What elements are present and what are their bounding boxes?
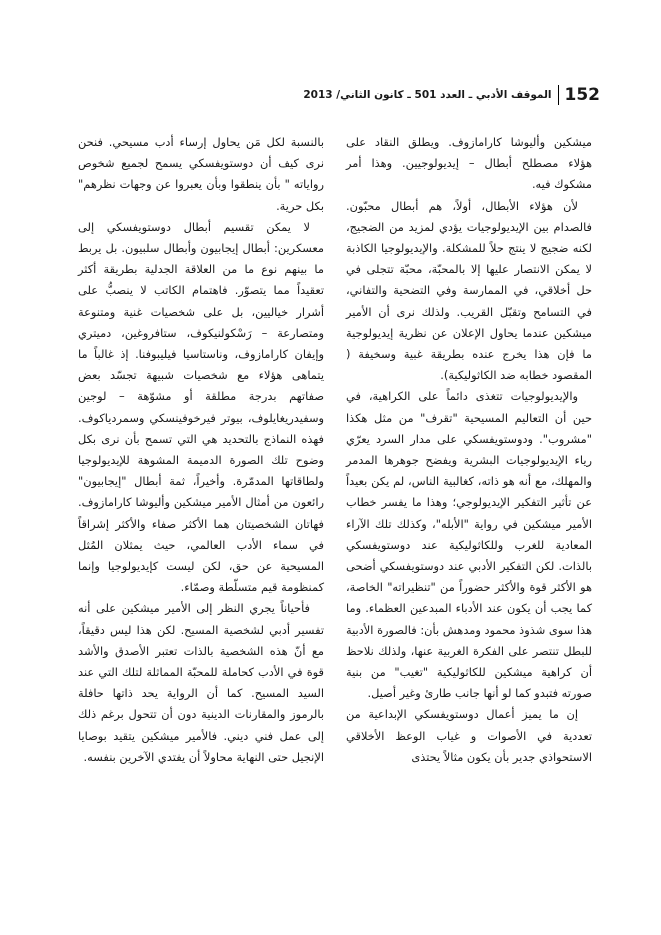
- paragraph: لأن هؤلاء الأبطال، أولاً، هم أبطال محبّون. فالصدام بين الإيديولوجيات يؤدي لمزيد من الضجيج، لكنه ضجيج لا ينتج حلاً للمشكلة. والإيديولوجيا الكاذبة لا يمكن الانتصار عليها إلا بالمحبّة، محبّة تتجلى في حل أخلاقي، في الممارسة وفي التضحية والتفاني، في التسامح وتقبّل القريب. ولذلك نرى أن الأمير ميشكين عندما يحاول الإعلان عن نظرية إيديولوجية ما فإن هذا يخرج عنده بطريقة غبية وسخيفة ( المقصود خطابه ضد الكاثوليكية).: [346, 198, 592, 383]
- journal-info: الموقف الأدبي ـ العدد 501 ـ كانون الثاني/ 2013: [303, 89, 552, 101]
- column-left: [78, 132, 324, 768]
- column-right: [346, 132, 592, 768]
- paragraph: فأحياناً يجري النظر إلى الأمير ميشكين على أنه تفسير أدبي لشخصية المسيح. لكن هذا ليس دقيقاً، مع أنّ هذه الشخصية بالذات تعتبر الأصدق والأشد قوة في الأدب كحاملة للمحبّة المماثلة لتلك التي عند السيد المسيح. كما أن الرواية يحد ذاتها حافلة بالرموز والمقارنات الدينية دون أن تتحول برغم ذلك إلى عمل فني ديني. فالأمير ميشكين يتقيد بوصايا الإنجيل حتى النهاية محاولاً أن يفتدي الآخرين بنفسه.: [78, 601, 324, 764]
- paragraph: بالنسبة لكل مَن يحاول إرساء أدب مسيحي. فنحن نرى كيف أن دوستويفسكي يسمح لجميع شخوص رواياته " بأن ينطقوا وبأن يعبروا عن وجهات نظرهم" بكل حرية.: [78, 135, 324, 213]
- paragraph: والإيديولوجيات تتغذى دائماً على الكراهية، في حين أن التعاليم المسيحية "تقرف" من مثل هكذا "مشروب". ودوستويفسكي على مدار السرد يعرّي رياء الإيديولوجيات البشرية ويفضح جوهرها المدمر والمهلك، مع أنه هو ذاته، كغالبية الناس، لم يكن بعيداً عن تأثير التفكير الإيديولوجي؛ وهذا ما يفسر خطاب الأمير ميشكين في رواية "الأبله"، وكذلك تلك الآراء المعادية للغرب وللكاثوليكية عند دوستويفسكي بالذات. لكن التفكير الأدبي عند دوستويفسكي أضحى هو الأكثر قوة والأكثر حضوراً من "تنظيراته" الخاصة، كما يجب أن يكون عند الأدباء المبدعين العظماء. وما هذا سوى شذوذ محمود ومدهش بأن: فالصورة الأدبية للبطل تنتصر على الفكرة الغربية عنها، ولذلك نلاحظ أن كراهية ميشكين للكاثوليكية "تغيب" من بنية صورته فتبدو كما لو أنها جانب طارئ وغير أصيل.: [346, 389, 592, 701]
- paragraph: إن ما يميز أعمال دوستويفسكي الإبداعية من تعددية في الأصوات و غياب الوعظ الأخلاقي الاستحواذي جدير بأن يكون مثالاً يحتذى: [346, 707, 592, 764]
- paragraph: ميشكين وأليوشا كارامازوف. ويطلق النقاد على هؤلاء مصطلح أبطال – إيديولوجيين. وهذا أمر مشكوك فيه.: [346, 135, 592, 192]
- page-number: 152: [558, 85, 601, 105]
- paragraph: لا يمكن تقسيم أبطال دوستويفسكي إلى معسكرين: أبطال إيجابيون وأبطال سلبيون. بل يربط ما بينهم نوع ما من العلاقة الجدلية بطريقة أكثر تعقيداً مما يتصوّر. فاهتمام الكاتب لا ينصبُّ على أشرار خياليين، بل على شخصيات غنية ومتنوعة ومتصارعة – رَسْكولنيكوف، ستافروغين، دميتري وإيفان كارامازوف، وناستاسيا فيليبوفنا. إذ غالباً ما يتماهى هؤلاء مع شخصيات شبيهة تجسّد بعض صفاتهم بدرجة مطلقة أو مشوّهة – لوجين وسفيدريغايلوف، بيوتر فيرخوفينسكي وسمردياكوف. فهذه النماذج بالتحديد هي التي تسمح بأن نرى بكل وضوح تلك الصورة الدميمة المشوهة للإيديولوجيا ولطاقاتها المدمّرة. وأخيراً، ثمة أبطال "إيجابيون" رائعون من أمثال الأمير ميشكين وأليوشا كارامازوف. فهاتان الشخصيتان هما الأكثر صفاء والأكثر إشراقاً في سماء الأدب العالمي، حيث يمثلان المُثل المسيحية عن حق، لكن ليست كإيديولوجيا وإنما كمنظومة قيم متسلّطة وصمّاء.: [78, 219, 324, 595]
- page-header: [303, 84, 600, 106]
